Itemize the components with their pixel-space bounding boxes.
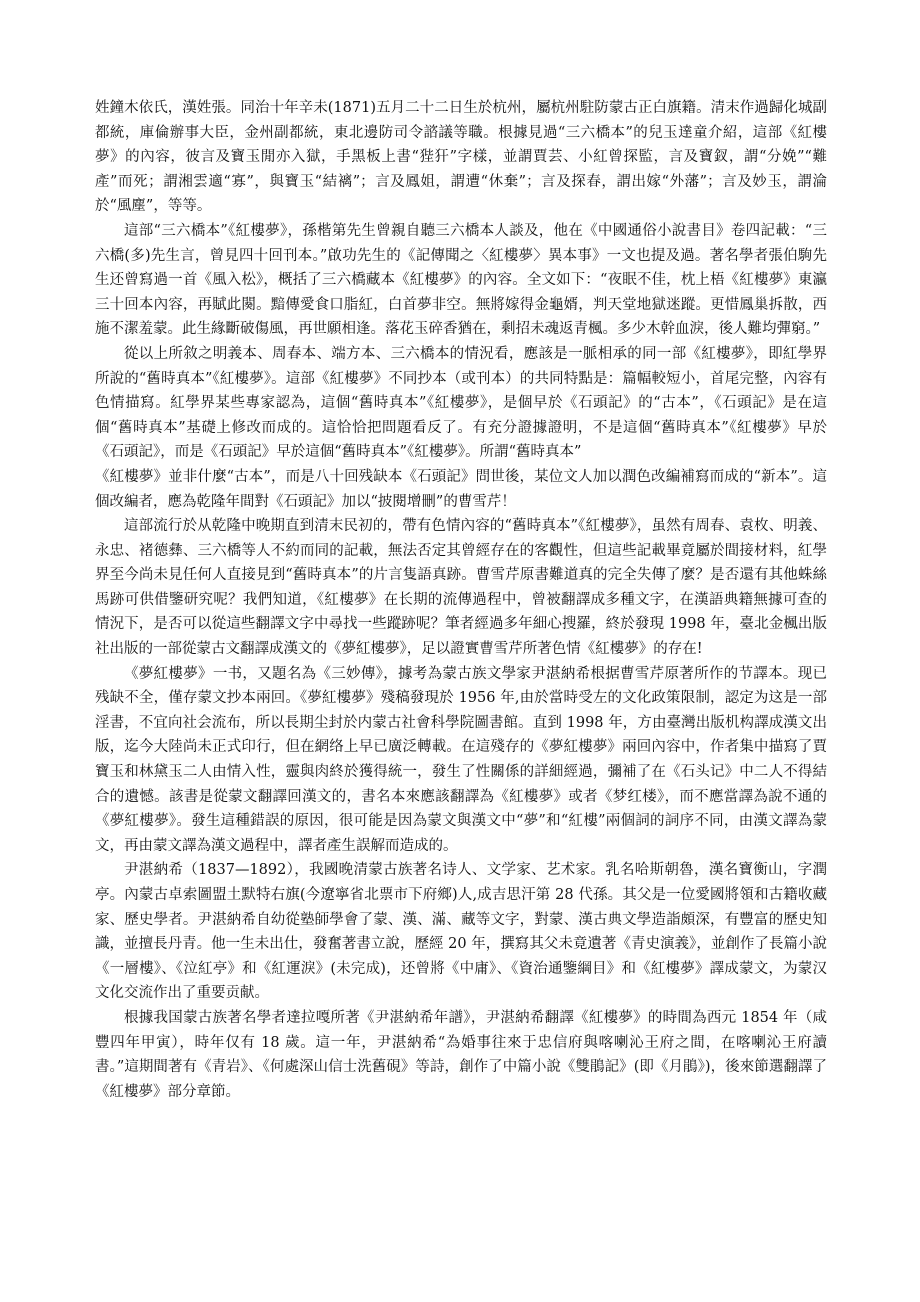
paragraph-circulation: 這部流行於从乾隆中晚期直到清末民初的，帶有色情內容的“舊時真本”《紅樓夢》，虽然有周春、袁枚、明義、永忠、褚德彝、三六橋等人不約而同的記載，無法否定其曾經存在的客觀性，但這些記載畢竟屬於間接材料，紅學界至今尚未見任何人直接見到“舊時真本”的片言隻語真跡。曹雪芹原書難道真的完全失傳了麼？是否還有其他蛛絲馬跡可供借鑒研究呢？我們知道，《紅樓夢》在长期的流傳過程中，曾被翻譯成多種文字，在漢語典籍無據可查的情況下，是否可以從這些翻譯文字中尋找一些蹤跡呢？筆者經過多年細心搜羅，終於發現 1998 年，臺北金楓出版社出版的一部從蒙古文翻譯成漢文的《夢紅樓夢》，足以證實曹雪芹所著色情《紅樓夢》的存在! xyxy=(95,518,827,658)
paragraph-yin-zhan-na-xi: 尹湛納希（1837—1892），我國晚清蒙古族著名诗人、文学家、艺术家。乳名哈斯朝魯，漢名寶衡山，字潤亭。內蒙古卓索圖盟土默特右旗(今遼寧省北票市下府鄉)人,成吉思汗第 28 代孫。其父是一位愛國將領和古籍收藏家、歷史學者。尹湛納希自幼從塾師學會了蒙、漢、滿、藏等文字，對蒙、漢古典文學造詣頗深，有豐富的歷史知識，並擅長丹青。他一生未出仕，發奮著書立說，歷經 20 年，撰寫其父未竟遺著《青史演義》，並創作了長篇小說《一層樓》、《泣紅亭》和《紅運淚》(未完成)，还曾將《中庸》、《資治通鑒綱目》和《紅樓夢》譯成蒙文，为蒙汉文化交流作出了重要贡献。 xyxy=(95,862,827,1002)
paragraph-sanliuqiao-edition: 這部“三六橋本”《紅樓夢》，孫楷第先生曾親自聽三六橋本人談及，他在《中國通俗小說書目》卷四記載：“三六橋(多)先生言，曾見四十回刊本。”啟功先生的《記傳聞之〈紅樓夢〉異本事》一文也提及過。著名學者張伯駒先生还曾寫過一首《風入松》，概括了三六橋藏本《紅樓夢》的內容。全文如下：“夜眠不佳，枕上梧《紅樓夢》東瀛三十回本內容，再賦此闋。黯傳愛食口脂紅，白首夢非空。無將嫁得金龜婿，判天堂地獄迷蹤。更惜鳳巢拆散，西施不潔羞蒙。此生緣斷破傷風，再世願相逢。落花玉碎香猶在，剩招未魂返青楓。多少木幹血淚，後人難均彈窮。” xyxy=(95,222,827,338)
paragraph-biography: 姓鐘木依氏，漢姓張。同治十年辛未(1871)五月二十二日生於杭州，屬杭州駐防蒙古正白旗籍。清末作過歸化城副都統，庫倫辦事大臣，金州副都統，東北邊防司令諮議等職。根據見過“三六橋本”的兒玉達童介紹，這部《紅樓夢》的內容，彼言及寶玉閒亦入獄，手黑板上書“狴犴”字樣，並謂賈芸、小紅曾探監，言及寶釵，謂“分娩”“難產”而死；謂湘雲適“寡”，與寶玉“結褵”；言及鳳姐，謂遭“休棄”；言及探春，謂出嫁“外藩”；言及妙玉，謂淪於“風塵”，等等。 xyxy=(95,100,827,215)
document-body xyxy=(95,96,827,1104)
paragraph-chronology: 根據我国蒙古族著名學者達拉嘎所著《尹湛納希年譜》，尹湛納希翻譯《紅樓夢》的時間為西元 1854 年（咸豐四年甲寅），時年仅有 18 歲。這一年，尹湛納希“為婚事往來于忠信府與喀喇沁王府之間，在喀喇沁王府讀書。”這期間著有《青岩》、《何處深山信士洗舊硯》等詩，創作了中篇小說《雙鵑記》(即《月鵑》)，後來節選翻譯了《紅樓夢》部分章節。 xyxy=(95,1009,827,1100)
paragraph-new-edition: 《紅樓夢》並非什麼“古本”，而是八十回残缺本《石頭記》問世後，某位文人加以潤色改編補寫而成的“新本”。這個改編者，應為乾隆年間對《石頭記》加以“披閱增刪”的曹雪芹！ xyxy=(95,468,827,510)
paragraph-old-true-edition: 從以上所敘之明義本、周春本、端方本、三六橋本的情況看，應該是一脈相承的同一部《紅樓夢》，即紅學界所說的“舊時真本”《紅樓夢》。這部《紅樓夢》不同抄本（或刊本）的共同特點是：篇幅較短小，首尾完整，內容有色情描寫。紅學界某些專家認為，這個“舊時真本”《紅樓夢》，是個早於《石頭記》的“古本”，《石頭記》是在這個“舊時真本”基礎上修改而成的。這恰恰把問題看反了。有充分證據證明，不是這個“舊時真本”《紅樓夢》早於《石頭記》，而是《石頭記》早於這個“舊時真本”《紅樓夢》。所謂“舊時真本” xyxy=(95,345,827,461)
paragraph-dream-red-mansion: 《夢紅樓夢》一书，又題名為《三妙傳》，據考為蒙古族文學家尹湛納希根据曹雪芹原著所作的节譯本。现已残缺不全，僅存蒙文抄本兩回。《夢紅樓夢》殘稿發現於 1956 年,由於當時受左的文化政策限制，認定为这是一部淫書，不宜向社会流布，所以長期尘封於内蒙古社會科學院圖書館。直到 1998 年，方由臺灣出版机构譯成漢文出版，迄今大陸尚未正式印行，但在網络上早已廣泛轉載。在這殘存的《夢紅樓夢》兩回內容中，作者集中描寫了賈寶玉和林黛玉二人由情入性，靈與肉終於獲得統一，發生了性關係的詳細經過，彌補了在《石头记》中二人不得結合的遺憾。該書是從蒙文翻譯回漢文的，書名本來應該翻譯為《紅樓夢》或者《梦红楼》，而不應當譯為說不通的《夢紅樓夢》。發生這種錯誤的原因，很可能是因為蒙文與漢文中“夢”和“紅樓”兩個詞的詞序不同，由漢文譯為蒙文，再由蒙文譯為漢文過程中，譯者產生誤解而造成的。 xyxy=(95,665,827,854)
